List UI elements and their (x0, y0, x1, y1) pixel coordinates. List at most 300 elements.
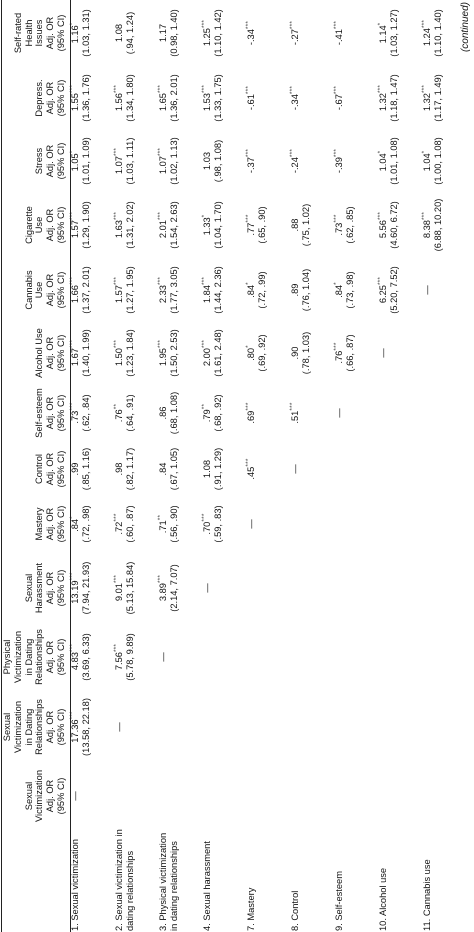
significance-stars: *** (332, 85, 340, 95)
odds-ratio-value: .90 (289, 346, 300, 360)
column-header-line: Self-rated (12, 12, 23, 54)
confidence-interval: (6.88, 10.20) (433, 198, 444, 252)
odds-ratio-line (422, 1, 434, 65)
column-header-line: Adj. OR (45, 81, 56, 115)
table-cell (202, 764, 246, 828)
table-cell (70, 66, 114, 130)
odds-ratio-line (158, 553, 170, 623)
odds-ratio-line (334, 67, 346, 129)
table-row (202, 0, 246, 932)
confidence-interval: (1.27, 1.95) (125, 266, 136, 314)
odds-ratio-value: 1.07 (113, 156, 124, 175)
odds-ratio-value: 1.66 (69, 285, 80, 304)
table-cell (334, 552, 378, 624)
confidence-interval: (.65, .90) (257, 206, 268, 244)
table-cell (246, 130, 290, 192)
odds-ratio-line (246, 259, 258, 321)
odds-ratio-value: 17.36 (69, 719, 80, 743)
column-header-line: Victimization (12, 631, 23, 684)
confidence-interval: (1.37, 2.01) (81, 266, 92, 314)
column-header (2, 384, 70, 442)
table-cell (334, 384, 378, 442)
table-cell (202, 322, 246, 384)
column-header-line: (95% CI) (55, 450, 66, 488)
table-cell (202, 624, 246, 690)
odds-ratio-value: .72 (113, 521, 124, 535)
odds-ratio-value: 1.95 (157, 348, 168, 367)
confidence-interval: (1.00, 1.08) (433, 137, 444, 185)
table-cell (202, 496, 246, 552)
odds-ratio-value: .76 (113, 409, 124, 423)
odds-ratio-line (334, 193, 346, 257)
odds-ratio-line (202, 67, 214, 129)
odds-ratio-value: 13.19 (69, 580, 80, 604)
odds-ratio-value: 1.56 (113, 93, 124, 112)
table-cell (378, 690, 422, 764)
table-cell (70, 322, 114, 384)
table-cell (422, 624, 466, 690)
odds-ratio-line (246, 193, 258, 257)
odds-ratio-value: 1.55 (69, 93, 80, 112)
confidence-interval: (1.36, 2.01) (169, 74, 180, 122)
odds-ratio-line (158, 193, 170, 257)
table-cell (378, 0, 422, 66)
confidence-interval: (1.02, 1.13) (169, 137, 180, 185)
significance-stars: *** (200, 276, 208, 286)
column-header-line: (95% CI) (55, 271, 66, 309)
column-header (2, 0, 70, 66)
column-header-line: (95% CI) (55, 79, 66, 117)
confidence-interval: (1.44, 2.36) (213, 266, 224, 314)
table-cell (334, 496, 378, 552)
table-cell (334, 322, 378, 384)
confidence-interval: (1.01, 1.08) (389, 137, 400, 185)
table-cell (378, 496, 422, 552)
diagonal-dash: — (113, 722, 124, 732)
table-cell (70, 764, 114, 828)
table-row (70, 0, 114, 932)
odds-ratio-value: 1.16 (69, 25, 80, 44)
confidence-interval: (.94, 1.24) (125, 11, 136, 55)
odds-ratio-line (70, 691, 82, 763)
significance-stars: *** (68, 402, 76, 411)
significance-stars: *** (332, 148, 340, 158)
odds-ratio-line (70, 259, 82, 321)
table-cell (70, 192, 114, 258)
table-cell (202, 130, 246, 192)
table-row (158, 0, 202, 932)
confidence-interval: (1.10, 1.40) (433, 9, 444, 57)
confidence-interval: (1.34, 1.80) (125, 74, 136, 122)
odds-ratio-value: .84 (69, 518, 80, 532)
table-cell (202, 258, 246, 322)
odds-ratio-line (158, 131, 170, 191)
column-header (2, 66, 70, 130)
table-cell (158, 690, 202, 764)
odds-ratio-line (158, 443, 170, 495)
table-cell (246, 442, 290, 496)
column-header-line: in Dating (23, 708, 34, 746)
column-header (2, 258, 70, 322)
odds-ratio-value: 1.53 (201, 93, 212, 112)
table-cell (114, 496, 158, 552)
significance-stars: *** (112, 643, 120, 653)
table-cell (202, 66, 246, 130)
odds-ratio-value: .45 (245, 466, 256, 480)
table-cell (246, 690, 290, 764)
odds-ratio-value: .71 (157, 520, 168, 534)
table-cell (114, 192, 158, 258)
confidence-interval: (.59, .83) (213, 505, 224, 543)
confidence-interval: (0.98, 1.40) (169, 9, 180, 57)
odds-ratio-value: 1.08 (201, 459, 212, 479)
significance-stars: *** (332, 20, 340, 30)
odds-ratio-line (70, 323, 82, 383)
row-label: 2. Sexual victimization in dating relationships (113, 829, 136, 931)
table-cell (114, 66, 158, 130)
odds-ratio-value: 1.32 (377, 93, 388, 112)
odds-ratio-value: -.27 (289, 29, 300, 46)
table-cell (378, 442, 422, 496)
odds-ratio-value: 1.57 (113, 285, 124, 304)
table-cell (246, 552, 290, 624)
table-cell (246, 764, 290, 828)
odds-ratio-line (202, 497, 214, 551)
odds-ratio-value: 1.04 (421, 153, 432, 172)
odds-ratio-value: 1.25 (201, 28, 212, 47)
row-label: 8. Control (289, 890, 300, 931)
confidence-interval: (.75, 1.02) (301, 203, 312, 247)
row-label: 11. Cannabis use (421, 859, 432, 931)
column-header-line: (95% CI) (55, 708, 66, 746)
table-cell (114, 258, 158, 322)
table-cell (70, 552, 114, 624)
table-cell (378, 624, 422, 690)
table-cell (334, 0, 378, 66)
significance-stars: * (376, 22, 384, 26)
column-header-line: Adj. OR (45, 16, 56, 50)
odds-ratio-line (114, 385, 126, 441)
confidence-interval: (.56, .90) (169, 505, 180, 543)
significance-stars: *** (288, 85, 296, 95)
table-cell (114, 764, 158, 828)
column-header (2, 130, 70, 192)
table-row (334, 0, 378, 932)
column-header-line: (95% CI) (55, 569, 66, 607)
column-header-line: (95% CI) (55, 777, 66, 815)
significance-stars: * (68, 22, 76, 26)
table-cell (378, 130, 422, 192)
diagonal-dash: — (377, 348, 388, 358)
significance-stars: *** (156, 276, 164, 286)
table-cell (158, 764, 202, 828)
table-cell (378, 384, 422, 442)
significance-stars: *** (156, 574, 164, 584)
significance-stars: *** (200, 19, 208, 29)
table-cell (422, 552, 466, 624)
significance-stars: *** (244, 458, 252, 467)
confidence-interval: (5.13, 15.84) (125, 561, 136, 615)
confidence-interval: (1.17, 1.49) (433, 74, 444, 122)
table-header-rule (70, 0, 71, 932)
odds-ratio-line (290, 67, 302, 129)
table-cell (290, 130, 334, 192)
table-cell (290, 764, 334, 828)
column-header-line: Adj. OR (45, 452, 56, 486)
significance-stars: * (420, 150, 428, 154)
significance-stars: * (332, 282, 340, 285)
table-cell (114, 0, 158, 66)
table-cell (334, 624, 378, 690)
odds-ratio-line (70, 497, 82, 551)
odds-ratio-line (246, 131, 258, 191)
odds-ratio-value: 1.84 (201, 285, 212, 304)
significance-stars: *** (112, 513, 120, 522)
column-header-line: (95% CI) (55, 505, 66, 543)
column-header-line: Adj. OR (45, 336, 56, 370)
column-header-line: Adj. OR (45, 571, 56, 605)
significance-stars: *** (200, 339, 208, 349)
column-header-line: Adj. OR (45, 396, 56, 430)
table-cell (70, 0, 114, 66)
odds-ratio-line (290, 1, 302, 65)
odds-ratio-line (246, 67, 258, 129)
table-cell (158, 0, 202, 66)
column-header-line: Adj. OR (45, 779, 56, 813)
table-cell (422, 258, 466, 322)
confidence-interval: (1.03, 1.27) (389, 9, 400, 57)
odds-ratio-line (114, 625, 126, 689)
table-cell (114, 442, 158, 496)
confidence-interval: (1.61, 2.48) (213, 329, 224, 377)
odds-ratio-line (378, 131, 390, 191)
confidence-interval: (1.01, 1.09) (81, 137, 92, 185)
confidence-interval: (.82, 1.17) (125, 447, 136, 491)
column-header-line: in Dating (23, 638, 34, 676)
table-cell (334, 690, 378, 764)
odds-ratio-line (202, 1, 214, 65)
table-cell (158, 624, 202, 690)
odds-ratio-value: .88 (289, 218, 300, 232)
confidence-interval: (.68, .92) (213, 394, 224, 432)
odds-ratio-value: 2.01 (157, 220, 168, 239)
odds-ratio-value: 1.05 (69, 153, 80, 172)
odds-ratio-value: -.67 (333, 94, 344, 111)
confidence-interval: (.85, 1.16) (81, 447, 92, 491)
table-cell (158, 384, 202, 442)
diagonal-dash: — (201, 583, 212, 593)
odds-ratio-line (114, 67, 126, 129)
odds-ratio-value: 6.25 (377, 285, 388, 304)
confidence-interval: (5.20, 7.52) (389, 266, 400, 314)
column-header (2, 192, 70, 258)
table-cell (334, 66, 378, 130)
significance-stars: *** (200, 84, 208, 94)
significance-stars: * (68, 150, 76, 154)
column-header-line: (95% CI) (55, 394, 66, 432)
odds-ratio-value: 3.89 (157, 583, 168, 602)
table-cell (246, 322, 290, 384)
odds-ratio-line (202, 131, 214, 191)
significance-stars: *** (112, 276, 120, 286)
table-cell (422, 384, 466, 442)
odds-ratio-line (158, 67, 170, 129)
column-header-line: Self-esteem (34, 388, 45, 438)
table-cell (378, 66, 422, 130)
row-label: 1. Sexual victimization (69, 839, 80, 931)
table-cell (290, 258, 334, 322)
odds-ratio-value: .79 (201, 409, 212, 423)
odds-ratio-value: 2.33 (157, 285, 168, 304)
table-cell (378, 258, 422, 322)
odds-ratio-line (158, 259, 170, 321)
odds-ratio-value: 1.63 (113, 220, 124, 239)
table-header-row (2, 0, 70, 932)
odds-ratio-line (290, 131, 302, 191)
significance-stars: * (200, 214, 208, 218)
significance-stars: *** (68, 339, 76, 349)
significance-stars: *** (244, 20, 252, 30)
odds-ratio-value: .80 (245, 347, 256, 361)
odds-ratio-value: 1.50 (113, 348, 124, 367)
table-cell (158, 258, 202, 322)
confidence-interval: (1.31, 2.02) (125, 201, 136, 249)
significance-stars: *** (112, 211, 120, 221)
column-header-line: (95% CI) (55, 206, 66, 244)
odds-ratio-value: 1.24 (421, 28, 432, 47)
odds-ratio-line (158, 1, 170, 65)
significance-stars: *** (68, 572, 76, 581)
confidence-interval: (1.40, 1.99) (81, 329, 92, 377)
odds-ratio-value: 2.00 (201, 348, 212, 367)
table-cell (422, 442, 466, 496)
odds-ratio-value: .51 (289, 410, 300, 424)
odds-ratio-line (290, 193, 302, 257)
odds-ratio-line (158, 323, 170, 383)
table-cell (378, 322, 422, 384)
table-cell (70, 496, 114, 552)
table-cell (334, 764, 378, 828)
row-label: 7. Mastery (245, 887, 256, 931)
odds-ratio-value: .70 (201, 521, 212, 535)
column-header-line: Victimization (12, 701, 23, 754)
odds-ratio-line (290, 323, 302, 383)
column-header-line: Sexual (23, 573, 34, 603)
significance-stars: *** (332, 342, 340, 351)
odds-ratio-value: .73 (333, 222, 344, 236)
diagonal-dash: — (157, 652, 168, 662)
table-cell (70, 442, 114, 496)
odds-ratio-line (378, 67, 390, 129)
odds-ratio-line (378, 259, 390, 321)
significance-stars: *** (332, 214, 340, 223)
odds-ratio-value: -.39 (333, 157, 344, 174)
odds-ratio-value: -.34 (289, 94, 300, 111)
odds-ratio-line (114, 553, 126, 623)
diagonal-dash: — (421, 285, 432, 295)
table-cell (70, 690, 114, 764)
odds-ratio-line (70, 625, 82, 689)
confidence-interval: (1.77, 3.05) (169, 266, 180, 314)
table-cell (290, 0, 334, 66)
column-header-line: Cigarette (23, 206, 34, 244)
odds-ratio-value: 1.32 (421, 93, 432, 112)
table-cell (158, 496, 202, 552)
confidence-interval: (1.03, 1.11) (125, 137, 136, 185)
column-header-line: (95% CI) (55, 14, 66, 52)
table-row (114, 0, 158, 932)
significance-stars: *** (376, 276, 384, 286)
odds-ratio-value: 9.01 (113, 583, 124, 602)
significance-stars: *** (68, 711, 76, 720)
odds-ratio-line (246, 443, 258, 495)
odds-ratio-line (70, 443, 82, 495)
table-cell (158, 66, 202, 130)
confidence-interval: (1.29, 1.90) (81, 201, 92, 249)
significance-stars: ** (112, 403, 120, 410)
odds-ratio-line (70, 193, 82, 257)
odds-ratio-value: 4.83 (69, 652, 80, 671)
significance-stars: *** (244, 85, 252, 95)
odds-ratio-line (114, 1, 126, 65)
significance-stars: *** (68, 643, 76, 653)
column-header-line: (95% CI) (55, 638, 66, 676)
confidence-interval: (1.18, 1.47) (389, 74, 400, 122)
significance-stars: *** (288, 148, 296, 158)
odds-ratio-line (334, 131, 346, 191)
table-cell (246, 384, 290, 442)
odds-ratio-value: .73 (69, 410, 80, 424)
significance-stars: *** (288, 20, 296, 30)
table-row (378, 0, 422, 932)
odds-ratio-value: 1.14 (377, 25, 388, 44)
odds-ratio-line (70, 385, 82, 441)
odds-ratio-value: -.37 (245, 157, 256, 174)
odds-ratio-line (290, 259, 302, 321)
table-cell (422, 496, 466, 552)
odds-ratio-value: 8.38 (421, 220, 432, 239)
significance-stars: ** (200, 403, 208, 410)
table-cell (114, 552, 158, 624)
confidence-interval: (1.03, 1.31) (81, 9, 92, 57)
column-header-line: (95% CI) (55, 334, 66, 372)
column-header-line: Adj. OR (45, 507, 56, 541)
odds-ratio-value: .84 (333, 284, 344, 298)
table-cell (202, 192, 246, 258)
odds-ratio-line (70, 553, 82, 623)
diagonal-dash: — (245, 519, 256, 529)
row-label: 9. Self-esteem (333, 871, 344, 931)
table-body (70, 0, 466, 932)
table-cell (378, 552, 422, 624)
table-cell (290, 322, 334, 384)
confidence-interval: (1.10, 1.42) (213, 9, 224, 57)
confidence-interval: (.72, .99) (257, 271, 268, 309)
odds-ratio-line (246, 385, 258, 441)
odds-ratio-line (334, 259, 346, 321)
odds-ratio-value: 1.17 (157, 23, 168, 43)
significance-stars: *** (112, 147, 120, 157)
table-cell (422, 192, 466, 258)
confidence-interval: (5.78, 9.89) (125, 633, 136, 681)
column-header-line: Use (34, 216, 45, 234)
table-cell (290, 496, 334, 552)
table-cell (290, 442, 334, 496)
confidence-interval: (2.14, 7.07) (169, 564, 180, 612)
column-header (2, 690, 70, 764)
significance-stars: *** (420, 84, 428, 94)
column-header-line: Alcohol Use (34, 328, 45, 378)
